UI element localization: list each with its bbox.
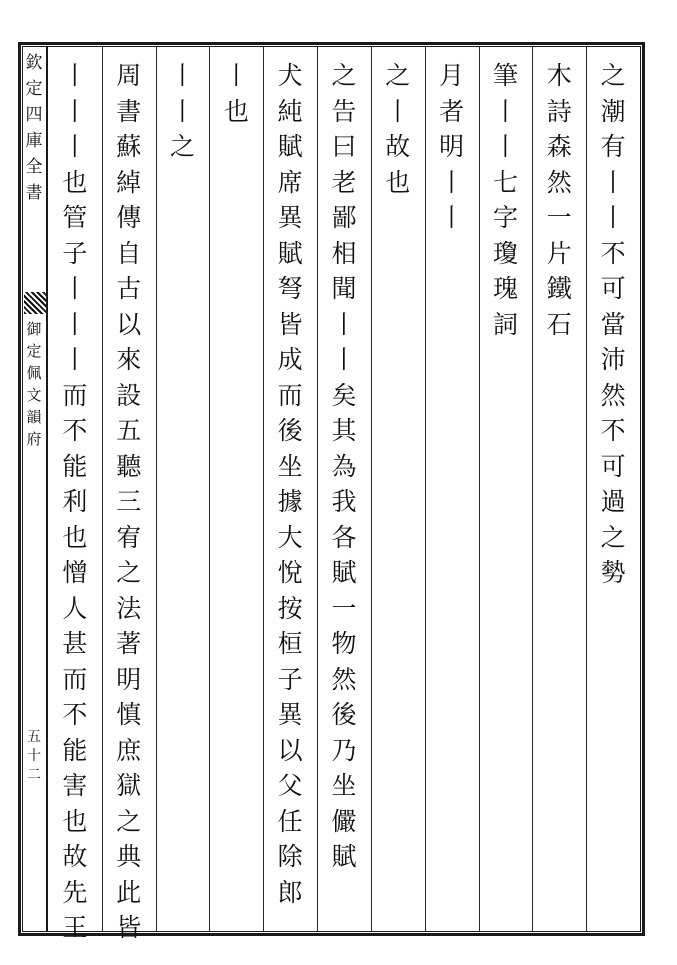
text-segment: 木詩森然一片鐵石: [546, 61, 572, 339]
text-column: [482, 58, 528, 928]
text-segment: 犬純賦席異賦弩皆成而後坐據大悅按桓子異以父任除郎: [277, 61, 303, 907]
column-rule: [209, 46, 210, 932]
column-rule: [425, 46, 426, 932]
text-segment: 丨丨丨也管子丨丨丨而不能利也憎人甚而不能害也故先王: [62, 61, 88, 942]
margin-page-number: 五十二: [27, 729, 41, 783]
column-rule: [371, 46, 372, 932]
text-column: [213, 58, 259, 928]
margin-header: 欽定四庫全書: [25, 53, 43, 203]
text-column: [52, 58, 98, 942]
text-column: [375, 58, 421, 928]
column-rule: [317, 46, 318, 932]
column-rule: [532, 46, 533, 932]
text-segment: 周書蘇綽傳自古以來設五聽三宥之法著明慎庶獄之典此皆: [116, 61, 142, 942]
margin-book-title: 御定佩文韻府: [26, 320, 42, 448]
text-segment: 沛然不可過之勢: [600, 345, 626, 587]
column-rule: [479, 46, 480, 932]
text-segment: 月者明丨丨: [439, 61, 465, 232]
fish-tail-mark: [24, 292, 46, 314]
column-rule: [156, 46, 157, 932]
text-segment: 丨也: [223, 61, 249, 126]
text-column: [321, 58, 367, 928]
text-segment: 之告曰老鄙相聞丨丨矣其為我各賦一物然後乃坐儼賦: [331, 61, 357, 871]
text-segment: 筆丨丨七字瓊瑰詞: [492, 61, 518, 339]
text-column: [160, 58, 206, 928]
text-segment: 之潮有丨丨不可當: [600, 61, 626, 339]
text-column: [429, 58, 475, 928]
text-segment: 之丨故也: [385, 61, 411, 197]
text-segment: 丨丨之: [170, 61, 196, 161]
column-rule: [263, 46, 264, 932]
text-column: [106, 58, 152, 942]
column-rule: [586, 46, 587, 932]
text-column: [590, 58, 636, 928]
margin-rule: [46, 46, 48, 932]
column-rule: [102, 46, 103, 932]
text-column: [267, 58, 313, 928]
text-column: [536, 58, 582, 928]
